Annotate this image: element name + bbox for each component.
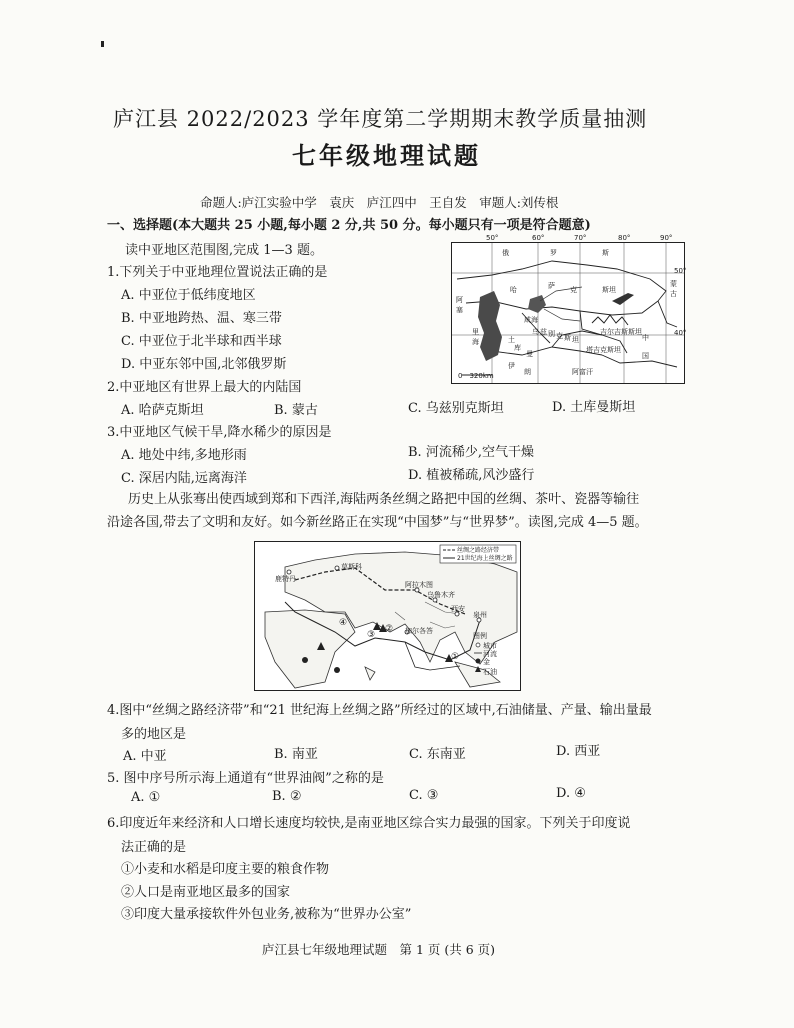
q3-option-a: A. 地处中纬,多地形雨	[121, 448, 247, 463]
city-moscow: 莫斯科	[341, 563, 362, 571]
map-label: 海	[472, 338, 479, 346]
q4-option-a: A. 中亚	[123, 749, 167, 764]
legend-oil: 石油	[483, 668, 497, 676]
map-label: 曼	[526, 350, 533, 358]
map-label: 斯坦	[602, 286, 616, 294]
map-label: 阿	[456, 296, 463, 304]
legend-gold: 金	[483, 658, 490, 666]
lon-label-50: 50°	[486, 234, 499, 242]
strait-number-2: ②	[385, 624, 394, 634]
map-label: 克	[556, 332, 563, 340]
q5-option-c: C. ③	[409, 788, 439, 803]
q1-stem: 1.下列关于中亚地理位置说法正确的是	[107, 265, 328, 280]
authors-line: 命题人:庐江实验中学 袁庆 庐江四中 王自发 审题人:刘传根	[200, 195, 559, 210]
map-scale: 0 320km	[458, 372, 494, 380]
central-asia-map-svg	[452, 243, 687, 383]
lon-label-70: 70°	[574, 234, 587, 242]
strait-number-1: ①	[451, 652, 460, 662]
q2-stem: 2.中亚地区有世界上最大的内陆国	[107, 380, 302, 395]
q3-option-c: C. 深居内陆,远离海洋	[121, 471, 247, 486]
map-label: 克	[570, 286, 577, 294]
map-label: 蒙	[670, 280, 677, 288]
q5-option-d: D. ④	[556, 786, 586, 801]
map-label: 萨	[548, 282, 555, 290]
q4-stem-line1: 4.图中“丝绸之路经济带”和“21 世纪海上丝绸之路”所经过的区域中,石油储量、产量、输出量最	[107, 703, 652, 718]
q1-option-c: C. 中亚位于北半球和西半球	[121, 334, 282, 349]
q6-statement-2: ②人口是南亚地区最多的国家	[121, 885, 291, 900]
city-almaty: 阿拉木图	[405, 581, 433, 589]
q1-option-a: A. 中亚位于低纬度地区	[121, 288, 256, 303]
lon-label-80: 80°	[618, 234, 631, 242]
legend-land-route: 丝绸之路经济带	[457, 547, 500, 554]
silk-road-map	[254, 541, 521, 691]
map-label: 乌	[532, 328, 539, 336]
map-label: 朗	[524, 368, 531, 376]
map-label: 兹	[540, 328, 547, 336]
q1-option-b: B. 中亚地跨热、温、寒三带	[121, 311, 282, 326]
exam-subtitle: 七年级地理试题	[292, 141, 481, 170]
q4-option-b: B. 南亚	[274, 747, 318, 762]
q3-option-d: D. 植被稀疏,风沙盛行	[408, 468, 535, 483]
map-label-afghanistan: 阿富汗	[572, 368, 593, 376]
map-label-tajikistan: 塔吉克斯坦	[586, 346, 621, 354]
q5-option-a: A. ①	[131, 790, 161, 805]
map-label: 伊	[508, 362, 515, 370]
city-quanzhou: 泉州	[473, 611, 487, 619]
legend-title: 图例	[473, 632, 487, 640]
map-label: 库	[514, 344, 521, 352]
map-label: 别	[548, 330, 555, 338]
page-footer: 庐江县七年级地理试题 第 1 页 (共 6 页)	[262, 942, 496, 957]
legend-river: 河流	[483, 650, 497, 658]
intro-q4-5-line1: 历史上从张骞出使西域到郑和下西洋,海陆两条丝绸之路把中国的丝绸、茶叶、瓷器等输往	[128, 492, 640, 507]
city-rotterdam: 鹿特丹	[275, 575, 296, 583]
map-label: 土	[508, 336, 515, 344]
map-label: 斯	[602, 249, 609, 257]
q1-option-d: D. 中亚东邻中国,北邻俄罗斯	[121, 357, 287, 372]
lon-label-90: 90°	[660, 234, 673, 242]
q6-stem-line1: 6.印度近年来经济和人口增长速度均较快,是南亚地区综合实力最强的国家。下列关于印度说	[107, 816, 631, 831]
legend-city: 城市	[483, 642, 497, 650]
lat-label-40: 40°	[674, 329, 687, 337]
q6-statement-1: ①小麦和水稻是印度主要的粮食作物	[121, 862, 330, 877]
map-label: 罗	[550, 249, 557, 257]
map-label: 中	[642, 334, 649, 342]
q3-stem: 3.中亚地区气候干旱,降水稀少的原因是	[107, 425, 332, 440]
q2-option-d: D. 土库曼斯坦	[552, 400, 636, 415]
q3-option-b: B. 河流稀少,空气干燥	[408, 445, 534, 460]
scan-mark	[101, 41, 104, 47]
strait-number-3: ③	[367, 630, 376, 640]
map-label: 哈	[510, 286, 517, 294]
map-label: 坦	[572, 336, 579, 344]
map-label: 里	[472, 328, 479, 336]
caspian-sea	[478, 291, 502, 361]
q5-option-b: B. ②	[272, 789, 302, 804]
intro-q1-3: 读中亚地区范围图,完成 1—3 题。	[125, 243, 323, 258]
q2-option-b: B. 蒙古	[274, 403, 318, 418]
map-label: 古	[670, 290, 677, 298]
lon-label-60: 60°	[532, 234, 545, 242]
map-label-kyrgyzstan: 吉尔吉斯斯坦	[600, 328, 642, 336]
intro-q4-5-line2: 沿途各国,带去了文明和友好。如今新丝路正在实现“中国梦”与“世界梦”。读图,完成 4—5 题。	[107, 515, 648, 530]
map-label: 俄	[502, 249, 509, 257]
city-kolkata: 加尔各答	[405, 627, 433, 635]
q4-option-d: D. 西亚	[556, 744, 601, 759]
lat-label-50: 50°	[674, 267, 687, 275]
city-urumqi: 乌鲁木齐	[427, 591, 455, 599]
central-asia-map	[451, 234, 687, 384]
q4-option-c: C. 东南亚	[409, 747, 466, 762]
q6-stem-line2: 法正确的是	[121, 840, 187, 855]
city-xian: 西安	[451, 605, 465, 613]
section-heading: 一、选择题(本大题共 25 小题,每小题 2 分,共 50 分。每小题只有一项是符合题意)	[107, 218, 591, 233]
legend-sea-route: 21世纪海上丝绸之路	[457, 555, 513, 562]
map-label: 塞	[456, 306, 463, 314]
exam-title: 庐江县 2022/2023 学年度第二学期期末教学质量抽测	[113, 107, 648, 131]
aral-sea	[528, 295, 546, 313]
q2-option-a: A. 哈萨克斯坦	[121, 403, 204, 418]
q5-stem: 5. 图中序号所示海上通道有“世界油阀”之称的是	[107, 771, 384, 786]
q2-option-c: C. 乌兹别克斯坦	[408, 401, 504, 416]
map-label: 国	[642, 352, 649, 360]
strait-number-4: ④	[339, 618, 348, 628]
map-label: 斯	[564, 334, 571, 342]
q6-statement-3: ③印度大量承接软件外包业务,被称为“世界办公室”	[121, 907, 412, 922]
q4-stem-line2: 多的地区是	[121, 727, 187, 742]
map-label: 咸海	[524, 316, 538, 324]
